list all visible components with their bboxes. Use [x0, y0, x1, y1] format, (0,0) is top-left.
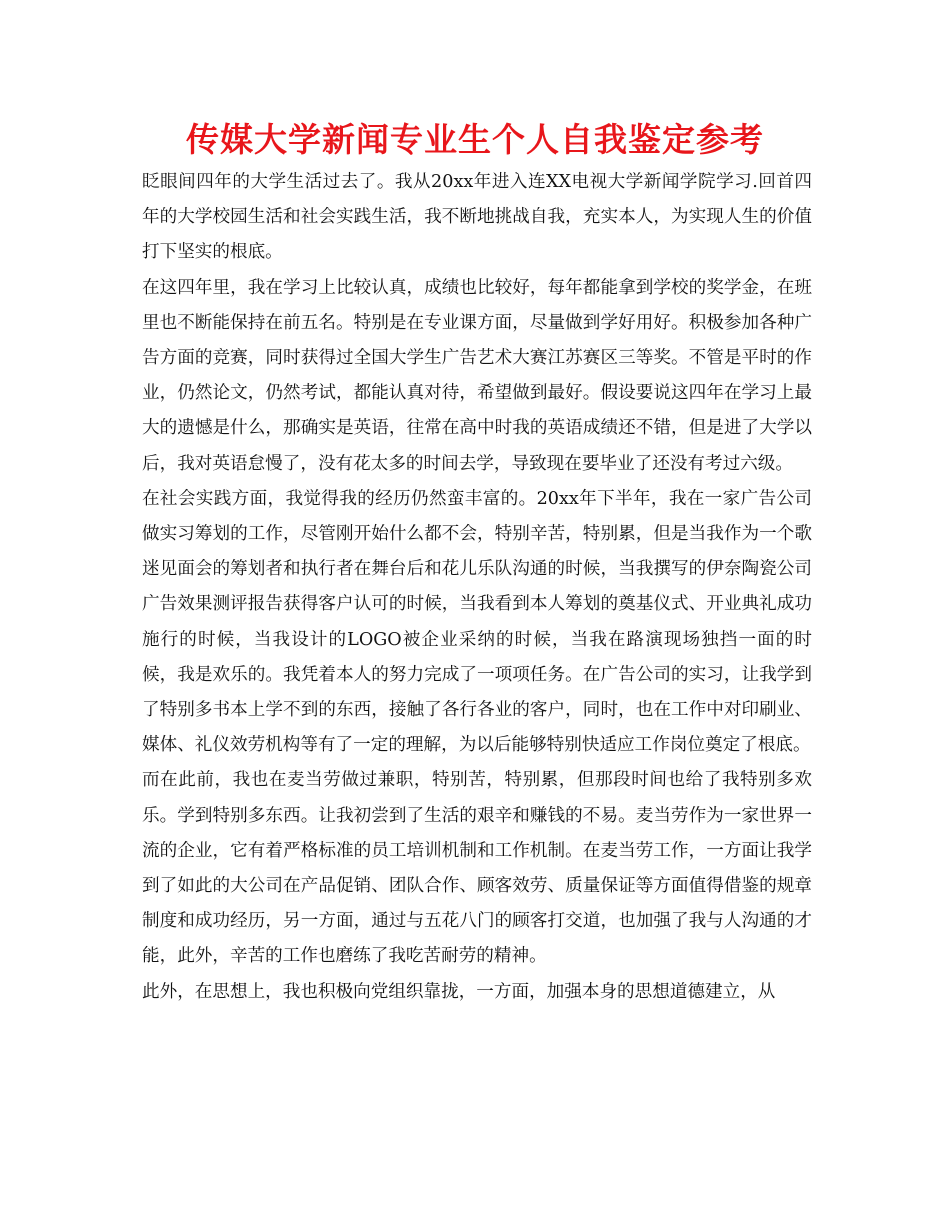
paragraph: 在社会实践方面，我觉得我的经历仍然蛮丰富的。20xx年下半年，我在一家广告公司做实习筹划的工作，尽管刚开始什么都不会，特别辛苦，特别累，但是当我作为一个歌迷见面会的筹划者和执行者在舞台后和花儿乐队沟通的时候，当我撰写的伊奈陶瓷公司广告效果测评报告获得客户认可的时候，当我看到本人筹划的奠基仪式、开业典礼成功施行的时候，当我设计的LOGO被企业采纳的时候，当我在路演现场独挡一面的时候，我是欢乐的。我凭着本人的努力完成了一项项任务。在广告公司的实习，让我学到了特别多书本上学不到的东西，接触了各行各业的客户，同时，也在工作中对印刷业、媒体、礼仪效劳机构等有了一定的理解，为以后能够特别快适应工作岗位奠定了根底。: [142, 488, 812, 756]
document-title: 传媒大学新闻专业生个人自我鉴定参考: [186, 120, 764, 159]
paragraph: 而在此前，我也在麦当劳做过兼职，特别苦，特别累，但那段时间也给了我特别多欢乐。学到特别多东西。让我初尝到了生活的艰辛和赚钱的不易。麦当劳作为一家世界一流的企业，它有着严格标准的员工培训机制和工作机制。在麦当劳工作，一方面让我学到了如此的大公司在产品促销、团队合作、顾客效劳、质量保证等方面值得借鉴的规章制度和成功经历，另一方面，通过与五花八门的顾客打交道，也加强了我与人沟通的才能，此外，辛苦的工作也磨练了我吃苦耐劳的精神。: [142, 770, 812, 967]
document-body: [142, 165, 812, 1010]
paragraph: 在这四年里，我在学习上比较认真，成绩也比较好，每年都能拿到学校的奖学金，在班里也不断能保持在前五名。特别是在专业课方面，尽量做到学好用好。积极参加各种广告方面的竞赛，同时获得过全国大学生广告艺术大赛江苏赛区三等奖。不管是平时的作业，仍然论文，仍然考试，都能认真对待，希望做到最好。假设要说这四年在学习上最大的遗憾是什么，那确实是英语，往常在高中时我的英语成绩还不错，但是进了大学以后，我对英语怠慢了，没有花太多的时间去学，导致现在要毕业了还没有考过六级。: [142, 277, 812, 474]
paragraph: 此外，在思想上，我也积极向党组织靠拢，一方面，加强本身的思想道德建立，从: [142, 981, 776, 1002]
paragraph: 眨眼间四年的大学生活过去了。我从20xx年进入连XX电视大学新闻学院学习.回首四年的大学校园生活和社会实践生活，我不断地挑战自我，充实本人，为实现人生的价值打下坚实的根底。: [142, 172, 812, 263]
